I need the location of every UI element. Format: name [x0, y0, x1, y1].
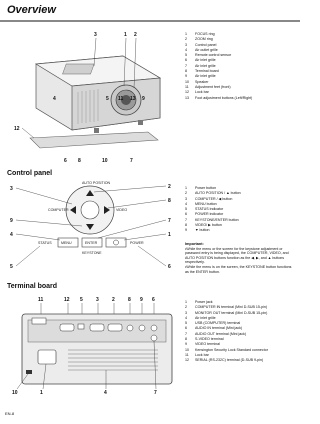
list-item: 12 SERIAL (RS-232C) terminal (D-SUB 9-pin) — [185, 358, 264, 363]
cp-callout-9: 9 — [10, 218, 13, 224]
cp-callout-6: 6 — [168, 264, 171, 270]
menu-key-label: MENU — [61, 241, 72, 245]
power-label: POWER — [130, 241, 144, 245]
list-item: 2 AUTO POSITION / ▲ button — [185, 191, 241, 196]
control-panel-list — [185, 186, 241, 234]
list-item: 5 USB (COMPUTER) terminal — [185, 321, 241, 326]
cp-callout-7: 7 — [168, 218, 171, 224]
list-item: 10 Kensington Security Lock Standard connector — [185, 347, 268, 352]
cp-callout-5: 5 — [10, 264, 13, 270]
page-number: EN-8 — [5, 411, 15, 416]
list-item: 8 Terminal board — [185, 69, 219, 74]
tb-callout-9: 9 — [140, 297, 143, 303]
callout-7: 7 — [130, 158, 133, 164]
tb-callout-8: 8 — [128, 297, 131, 303]
callout-1: 1 — [124, 32, 127, 38]
important-note-1: •While the menu or the screen for the keystone adjustment or password entry is being displayed, the COMPUTER, VIDEO, and AUTO POSITION buttons function as the ◀, ▶, and ▲ buttons respectively. — [185, 246, 289, 265]
control-panel-diagram — [8, 180, 178, 272]
callout-11: 11 — [118, 96, 124, 102]
video-key-label: VIDEO — [116, 208, 128, 212]
callout-6: 6 — [64, 158, 67, 164]
callout-10: 10 — [102, 158, 108, 164]
callout-8: 8 — [78, 158, 81, 164]
terminal-board-list — [185, 300, 268, 364]
callout-13: 13 — [130, 96, 136, 102]
tb-callout-3: 3 — [96, 297, 99, 303]
computer-key-label: COMPUTER — [48, 208, 69, 212]
list-item: 9 ▼ button — [185, 228, 210, 233]
list-item: 7 AUDIO OUT terminal (Mini jack) — [185, 331, 247, 336]
list-item: 2 ZOOM ring — [185, 37, 213, 42]
list-item: 3 Control panel — [185, 42, 217, 47]
callout-3: 3 — [94, 32, 97, 38]
callout-12: 12 — [14, 126, 20, 132]
callout-9: 9 — [142, 96, 145, 102]
list-item: 3 COMPUTER / ◀ button — [185, 196, 233, 201]
important-note — [185, 242, 293, 274]
list-item: 1 Power button — [185, 186, 217, 190]
keystone-key-label: KEYSTONE — [82, 251, 102, 255]
callout-5: 5 — [106, 96, 109, 102]
cp-callout-8: 8 — [168, 198, 171, 204]
list-item: 10 Speaker — [185, 79, 209, 84]
tb-callout-10: 10 — [12, 390, 18, 396]
cp-callout-1: 1 — [168, 232, 171, 238]
tb-callout-12: 12 — [64, 297, 70, 303]
tb-callout-6: 6 — [152, 297, 155, 303]
page-title: Overview — [7, 4, 56, 16]
auto-position-key-label: AUTO POSITION — [82, 181, 111, 185]
list-item: 13 Foot adjustment buttons (Left/Right) — [185, 95, 253, 100]
projector-parts-list — [185, 32, 252, 101]
projector-illustration — [8, 26, 178, 166]
callout-4: 4 — [53, 96, 56, 102]
terminal-callouts-top — [38, 297, 155, 303]
header-rule — [0, 20, 300, 22]
list-item: 7 Air inlet grille — [185, 63, 216, 68]
list-item: 3 MONITOR OUT terminal (Mini D-SUB 15-pin) — [185, 310, 268, 315]
list-item: 9 VIDEO terminal — [185, 342, 220, 347]
tb-callout-7: 7 — [154, 390, 157, 396]
important-heading: Important: — [185, 242, 204, 246]
list-item: 6 AUDIO IN terminal (Mini jack) — [185, 326, 243, 331]
control-panel-title: Control panel — [7, 170, 53, 177]
list-item: 11 Lock bar — [185, 352, 209, 357]
tb-callout-2: 2 — [112, 297, 115, 303]
terminal-board-diagram — [8, 294, 178, 398]
enter-key-label: ENTER — [85, 241, 98, 245]
status-label: STATUS — [38, 241, 52, 245]
list-item: 2 COMPUTER IN terminal (Mini D-SUB 15-pin) — [185, 305, 268, 310]
list-item: 1 FOCUS ring — [185, 32, 215, 36]
tb-callout-5: 5 — [80, 297, 83, 303]
tb-callout-11: 11 — [38, 297, 44, 303]
list-item: 6 POWER indicator — [185, 212, 224, 217]
page-header — [0, 0, 300, 22]
terminal-board-title: Terminal board — [7, 283, 58, 290]
list-item: 5 STATUS indicator — [185, 207, 224, 212]
projector-callouts-bottom-2 — [64, 158, 133, 164]
terminal-callouts-bottom — [12, 390, 157, 396]
tb-callout-1: 1 — [40, 390, 43, 396]
list-item: 8 VIDEO/ ▶ button — [185, 223, 222, 228]
list-item: 9 Air inlet grille — [185, 74, 216, 79]
important-note-2: •While the menu is on the screen, the KEYSTONE button functions as the ENTER button. — [185, 264, 292, 274]
cp-callout-2: 2 — [168, 184, 171, 190]
list-item: 11 Adjustment feet (front) — [185, 84, 231, 89]
cp-callout-4: 4 — [10, 232, 13, 238]
list-item: 4 Air outlet grille — [185, 47, 218, 52]
list-item: 12 Lock bar — [185, 90, 209, 95]
list-item: 4 Air inlet grille — [185, 315, 216, 320]
callout-2: 2 — [134, 32, 137, 38]
list-item: 1 Power jack — [185, 300, 213, 304]
list-item: 8 S-VIDEO terminal — [185, 337, 224, 342]
tb-callout-4: 4 — [104, 390, 107, 396]
list-item: 6 Air inlet grille — [185, 58, 216, 63]
list-item: 4 MENU button — [185, 201, 217, 206]
list-item: 7 KEYSTONE/ENTER button — [185, 217, 239, 222]
cp-callout-3: 3 — [10, 186, 13, 192]
list-item: 5 Remote control sensor — [185, 53, 232, 58]
